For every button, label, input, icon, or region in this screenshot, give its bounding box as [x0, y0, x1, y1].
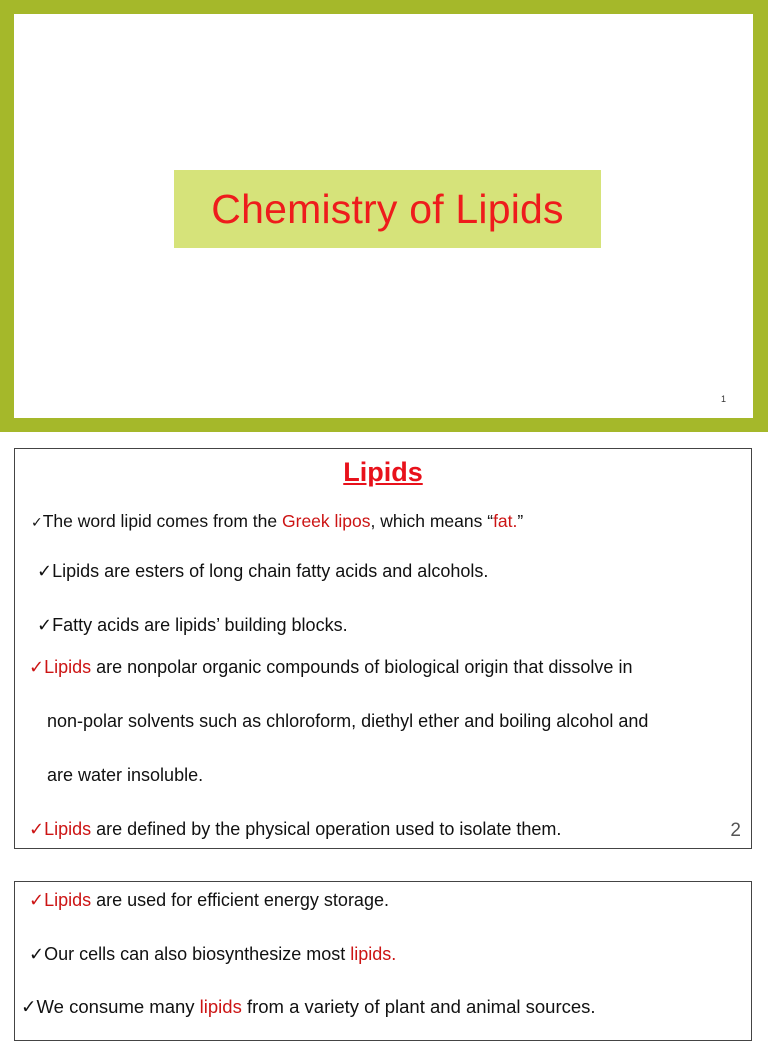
- slide-number: 2: [730, 820, 741, 841]
- bullet-line-3: ✓Fatty acids are lipids’ building blocks.: [37, 615, 348, 635]
- bullet-line-2: ✓Our cells can also biosynthesize most lipids.: [29, 944, 397, 964]
- lipids-slide: [14, 448, 752, 849]
- check-icon: ✓: [21, 996, 37, 1017]
- title-slide-canvas: [14, 14, 753, 418]
- bullet-line-4-cont-2: are water insoluble.: [47, 765, 204, 785]
- bullet-line-4-cont-1: non-polar solvents such as chloroform, diethyl ether and boiling alcohol and: [47, 711, 649, 731]
- bullet-line-2: ✓Lipids are esters of long chain fatty acids and alcohols.: [37, 561, 489, 581]
- check-icon: ✓: [37, 561, 53, 581]
- check-icon: ✓: [37, 615, 53, 635]
- bullet-line-1: ✓The word lipid comes from the Greek lipos, which means “fat.”: [31, 511, 524, 531]
- lipids-uses-slide: [14, 881, 752, 1041]
- check-icon: ✓: [29, 890, 45, 910]
- slide-title: Chemistry of Lipids: [211, 185, 564, 232]
- check-icon: ✓: [29, 944, 45, 964]
- bullet-line-3: ✓We consume many lipids from a variety of plant and animal sources.: [21, 996, 596, 1017]
- check-icon: ✓: [31, 514, 43, 530]
- title-slide: [0, 0, 768, 432]
- bullet-line-4: ✓Lipids are nonpolar organic compounds of biological origin that dissolve in: [29, 657, 633, 677]
- bullet-line-5: ✓Lipids are defined by the physical operation used to isolate them.: [29, 819, 562, 839]
- slide-number: 1: [720, 394, 726, 404]
- check-icon: ✓: [29, 819, 45, 839]
- slide-heading: Lipids: [343, 457, 423, 487]
- bullet-line-1: ✓Lipids are used for efficient energy storage.: [29, 890, 389, 910]
- title-box: [174, 170, 601, 248]
- check-icon: ✓: [29, 657, 45, 677]
